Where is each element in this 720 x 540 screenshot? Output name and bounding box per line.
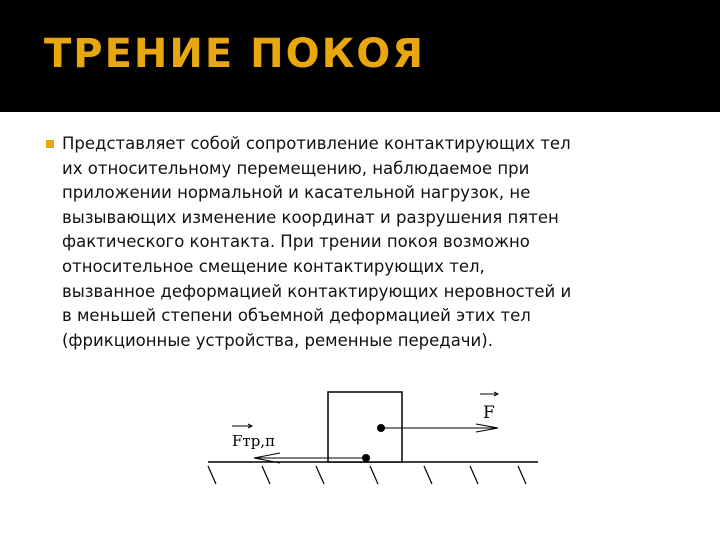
ground-hatching: [208, 466, 526, 484]
force-application-point: [377, 424, 385, 432]
slide-title: ТРЕНИЕ ПОКОЯ: [44, 31, 426, 77]
friction-application-point: [362, 454, 370, 462]
friction-arrowhead-icon: [254, 453, 280, 463]
force-arrowhead-icon: [476, 424, 498, 432]
block: [328, 392, 402, 462]
force-vector-bar-arrowhead-icon: [494, 392, 498, 396]
force-label: F: [483, 403, 495, 423]
friction-label: Fтр,п: [232, 432, 276, 450]
title-bar: [0, 0, 720, 112]
bullet-item: [46, 132, 686, 353]
bullet-text: Представляет собой сопротивление контактирующих тел их относительному перемещению, наблюдаемое при приложении нормальной и касательной нагрузок, не вызывающих изменение координат и разрушения пятен фактического контакта. При трении покоя возможно относительное смещение контактирующих тел, вызванное деформацией контактирующих неровностей и в меньшей степени объемной деформацией этих тел (фрикционные устройства, ременные передачи).: [62, 134, 572, 350]
friction-vector-bar-arrowhead-icon: [248, 424, 252, 428]
bullet-marker-icon: [46, 140, 54, 148]
